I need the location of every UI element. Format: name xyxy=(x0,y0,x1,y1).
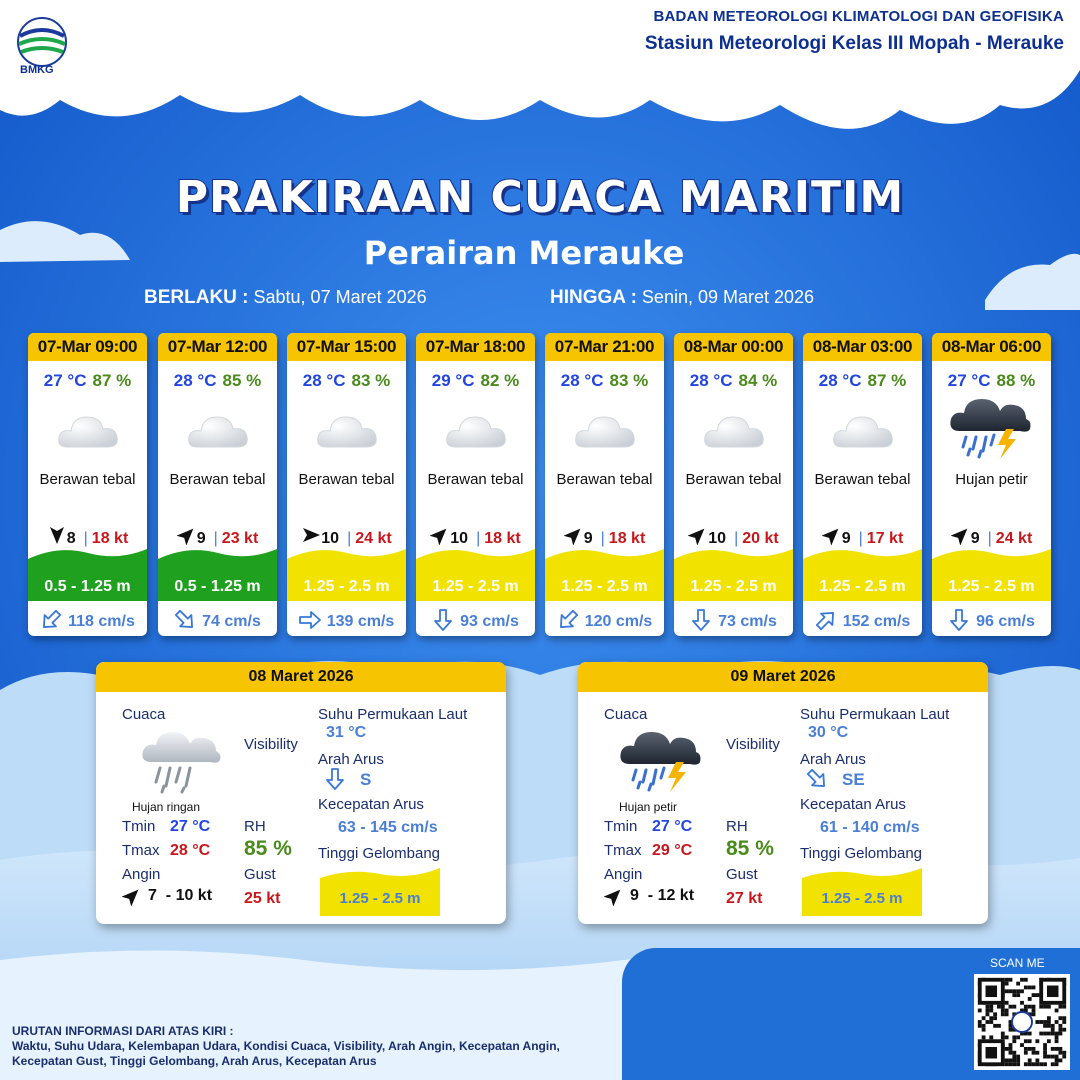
forecast-temps xyxy=(674,371,793,391)
forecast-temps xyxy=(416,371,535,391)
cloud-icon xyxy=(441,401,511,461)
forecast-time: 07-Mar 12:00 xyxy=(158,333,277,361)
gust-speed: 24 kt xyxy=(995,530,1033,547)
sst-value: 31 °C xyxy=(326,724,367,741)
forecast-time: 07-Mar 18:00 xyxy=(416,333,535,361)
wave-height-value: 1.25 - 2.5 m xyxy=(339,890,421,907)
info-title: URUTAN INFORMASI DARI ATAS KIRI : xyxy=(12,1024,234,1038)
sst-value: 30 °C xyxy=(808,724,849,741)
relative-humidity: 85 % xyxy=(222,371,262,390)
current-speed: 74 cm/s xyxy=(202,613,261,630)
daily-condition: Hujan petir xyxy=(618,800,678,814)
current-speed-label: Kecepatan Arus xyxy=(318,796,424,813)
wave-height: 0.5 - 1.25 m xyxy=(174,578,261,595)
wave-height-label: Tinggi Gelombang xyxy=(318,845,441,862)
light-rain-icon xyxy=(134,724,224,794)
tmax-value: 28 °C xyxy=(170,842,211,859)
forecast-card xyxy=(545,333,664,636)
cloud-icon xyxy=(699,401,769,461)
valid-to xyxy=(550,287,814,309)
forecast-temps xyxy=(545,371,664,391)
relative-humidity: 83 % xyxy=(351,371,391,390)
forecast-time: 08-Mar 00:00 xyxy=(674,333,793,361)
relative-humidity: 83 % xyxy=(609,371,649,390)
current-speed: 120 cm/s xyxy=(584,613,653,630)
relative-humidity: 88 % xyxy=(996,371,1036,390)
cloud-icon xyxy=(53,401,123,461)
rh-value: 85 % xyxy=(244,837,292,860)
gust-label: Gust xyxy=(244,866,276,883)
gust-speed: 18 kt xyxy=(91,530,129,547)
separator: | xyxy=(858,530,863,547)
logo-text: BMKG xyxy=(20,64,54,76)
wind-direction-icon xyxy=(822,525,842,541)
daily-date: 08 Maret 2026 xyxy=(96,662,506,692)
separator: | xyxy=(734,530,739,547)
wind-direction-icon xyxy=(951,525,971,541)
thunderstorm-icon xyxy=(616,724,706,794)
gust-speed: 23 kt xyxy=(221,530,259,547)
wave-height: 1.25 - 2.5 m xyxy=(690,578,777,595)
cloud-icon xyxy=(312,401,382,461)
relative-humidity: 87 % xyxy=(92,371,132,390)
forecast-card xyxy=(674,333,793,636)
current-direction-icon xyxy=(432,609,454,631)
tmin-label: Tmin xyxy=(122,818,156,835)
forecast-time: 07-Mar 15:00 xyxy=(287,333,406,361)
current-info xyxy=(158,609,277,631)
current-direction-icon xyxy=(324,768,346,790)
air-temperature: 28 °C xyxy=(689,371,733,390)
air-temperature: 27 °C xyxy=(947,371,991,390)
wind-direction-icon xyxy=(430,525,450,541)
wind-direction-icon xyxy=(122,886,142,906)
wind-direction-icon xyxy=(177,525,197,541)
scan-me-label: SCAN ME xyxy=(990,956,1045,970)
wind-speed: 10 xyxy=(321,530,340,547)
wave-height: 1.25 - 2.5 m xyxy=(819,578,906,595)
forecast-time: 07-Mar 21:00 xyxy=(545,333,664,361)
current-info xyxy=(803,609,922,631)
current-info xyxy=(28,609,147,631)
wind-speed: 9 xyxy=(583,530,593,547)
weather-condition: Berawan tebal xyxy=(169,471,266,488)
forecast-temps xyxy=(287,371,406,391)
forecast-card xyxy=(803,333,922,636)
current-speed: 139 cm/s xyxy=(326,613,395,630)
tmax-value: 29 °C xyxy=(652,842,693,859)
current-direction-label: Arah Arus xyxy=(800,751,866,768)
wind-speed: 9 xyxy=(841,530,851,547)
thunderstorm-icon xyxy=(946,391,1036,461)
page-title: PRAKIRAAN CUACA MARITIM xyxy=(175,172,905,223)
wind-label: Angin xyxy=(122,866,161,883)
forecast-card xyxy=(932,333,1051,636)
daily-summary-box xyxy=(578,662,988,924)
current-speed: 118 cm/s xyxy=(68,613,135,630)
current-direction-icon xyxy=(948,609,970,631)
forecast-card xyxy=(158,333,277,636)
relative-humidity: 82 % xyxy=(480,371,520,390)
weather-condition: Berawan tebal xyxy=(685,471,782,488)
wind-speed: 9 xyxy=(196,530,206,547)
air-temperature: 28 °C xyxy=(302,371,346,390)
valid-to-label: HINGGA : xyxy=(550,287,637,308)
forecast-card xyxy=(28,333,147,636)
current-speed-label: Kecepatan Arus xyxy=(800,796,906,813)
forecast-card xyxy=(287,333,406,636)
current-info xyxy=(287,609,406,631)
weather-condition: Berawan tebal xyxy=(814,471,911,488)
forecast-time: 08-Mar 03:00 xyxy=(803,333,922,361)
air-temperature: 29 °C xyxy=(431,371,475,390)
info-body: Waktu, Suhu Udara, Kelembapan Udara, Kondisi Cuaca, Visibility, Arah Angin, Kecepatan Angin, Kecepatan Gust, Tinggi Gelombang, Arah Arus, Kecepatan Arus xyxy=(12,1039,560,1068)
tmin-label: Tmin xyxy=(604,818,638,835)
qr-code-icon[interactable] xyxy=(974,974,1070,1070)
separator: | xyxy=(347,530,352,547)
weather-condition: Berawan tebal xyxy=(298,471,395,488)
cuaca-label: Cuaca xyxy=(122,706,166,723)
forecast-time: 08-Mar 06:00 xyxy=(932,333,1051,361)
gust-speed: 18 kt xyxy=(484,530,521,547)
current-speed-value: 61 - 140 cm/s xyxy=(820,819,920,836)
current-direction-icon xyxy=(815,609,837,631)
gust-speed: 17 kt xyxy=(866,530,904,547)
wind-direction-icon xyxy=(47,525,67,541)
forecast-temps xyxy=(932,371,1051,391)
valid-from-date: Sabtu, 07 Maret 2026 xyxy=(253,287,427,307)
cuaca-label: Cuaca xyxy=(604,706,648,723)
sst-label: Suhu Permukaan Laut xyxy=(800,706,950,723)
wind-speed: 10 xyxy=(450,530,469,547)
cloud-icon xyxy=(828,401,898,461)
page-subtitle: Perairan Merauke xyxy=(363,234,685,272)
weather-condition: Hujan petir xyxy=(955,471,1028,488)
visibility-label: Visibility xyxy=(244,736,298,753)
current-speed: 152 cm/s xyxy=(842,613,911,630)
weather-condition: Berawan tebal xyxy=(556,471,653,488)
forecast-time: 07-Mar 09:00 xyxy=(28,333,147,361)
wind-direction-icon xyxy=(604,886,624,906)
valid-from xyxy=(144,287,427,309)
current-direction-icon xyxy=(557,609,579,631)
current-speed: 73 cm/s xyxy=(718,613,777,630)
relative-humidity: 87 % xyxy=(867,371,907,390)
wind-speed: 10 xyxy=(708,530,727,547)
wind-range: 9 - 12 kt xyxy=(630,887,695,904)
wave-height: 1.25 - 2.5 m xyxy=(948,578,1035,595)
current-direction-icon xyxy=(174,609,196,631)
wind-direction-icon xyxy=(564,525,584,541)
cloud-icon xyxy=(183,401,253,461)
rh-value: 85 % xyxy=(726,837,774,860)
daily-condition: Hujan ringan xyxy=(131,800,201,814)
separator: | xyxy=(213,530,218,547)
station-name: Stasiun Meteorologi Kelas III Mopah - Merauke xyxy=(644,33,1064,54)
daily-summary-box xyxy=(96,662,506,924)
wind-direction-icon xyxy=(688,525,708,541)
sst-label: Suhu Permukaan Laut xyxy=(318,706,468,723)
current-speed: 96 cm/s xyxy=(976,613,1035,630)
current-direction-icon xyxy=(690,609,712,631)
current-direction-icon xyxy=(299,609,321,631)
current-direction-value: S xyxy=(360,770,372,789)
wind-label: Angin xyxy=(604,866,643,883)
tmin-value: 27 °C xyxy=(170,818,211,835)
current-info xyxy=(932,609,1051,631)
rh-label: RH xyxy=(726,818,748,835)
tmax-label: Tmax xyxy=(604,842,642,859)
forecast-card xyxy=(416,333,535,636)
forecast-temps xyxy=(28,371,147,391)
wave-height: 1.25 - 2.5 m xyxy=(561,578,648,595)
air-temperature: 28 °C xyxy=(818,371,862,390)
current-direction-value: SE xyxy=(842,770,865,789)
wave-height: 0.5 - 1.25 m xyxy=(44,578,131,595)
gust-speed: 24 kt xyxy=(355,530,392,547)
forecast-temps xyxy=(158,371,277,391)
forecast-temps xyxy=(803,371,922,391)
current-info xyxy=(416,609,535,631)
wind-speed: 9 xyxy=(970,530,980,547)
rh-label: RH xyxy=(244,818,266,835)
gust-label: Gust xyxy=(726,866,758,883)
separator: | xyxy=(600,530,605,547)
daily-date: 09 Maret 2026 xyxy=(578,662,988,692)
cloud-icon xyxy=(570,401,640,461)
gust-value: 25 kt xyxy=(244,890,281,907)
wave-height-label: Tinggi Gelombang xyxy=(800,845,923,862)
valid-from-label: BERLAKU : xyxy=(144,287,249,308)
air-temperature: 28 °C xyxy=(560,371,604,390)
separator: | xyxy=(476,530,481,547)
current-speed-value: 63 - 145 cm/s xyxy=(338,819,438,836)
current-direction-icon xyxy=(806,768,828,790)
wind-speed: 8 xyxy=(66,530,76,547)
wave-height-value: 1.25 - 2.5 m xyxy=(821,890,903,907)
current-direction-label: Arah Arus xyxy=(318,751,384,768)
agency-name: BADAN METEOROLOGI KLIMATOLOGI DAN GEOFISIKA xyxy=(653,8,1064,25)
air-temperature: 28 °C xyxy=(173,371,217,390)
wind-direction-icon xyxy=(301,525,321,541)
relative-humidity: 84 % xyxy=(738,371,778,390)
current-info xyxy=(674,609,793,631)
visibility-label: Visibility xyxy=(726,736,780,753)
tmin-value: 27 °C xyxy=(652,818,693,835)
wind-range: 7 - 10 kt xyxy=(148,887,213,904)
wave-height: 1.25 - 2.5 m xyxy=(432,578,519,595)
valid-to-date: Senin, 09 Maret 2026 xyxy=(641,287,815,307)
weather-condition: Berawan tebal xyxy=(39,471,136,488)
current-direction-icon xyxy=(40,609,62,631)
air-temperature: 27 °C xyxy=(43,371,87,390)
tmax-label: Tmax xyxy=(122,842,160,859)
gust-value: 27 kt xyxy=(726,890,763,907)
wave-height: 1.25 - 2.5 m xyxy=(303,578,390,595)
current-info xyxy=(545,609,664,631)
weather-condition: Berawan tebal xyxy=(427,471,524,488)
current-speed: 93 cm/s xyxy=(460,613,519,630)
separator: | xyxy=(83,530,88,547)
gust-speed: 20 kt xyxy=(742,530,779,547)
separator: | xyxy=(987,530,992,547)
gust-speed: 18 kt xyxy=(608,530,646,547)
